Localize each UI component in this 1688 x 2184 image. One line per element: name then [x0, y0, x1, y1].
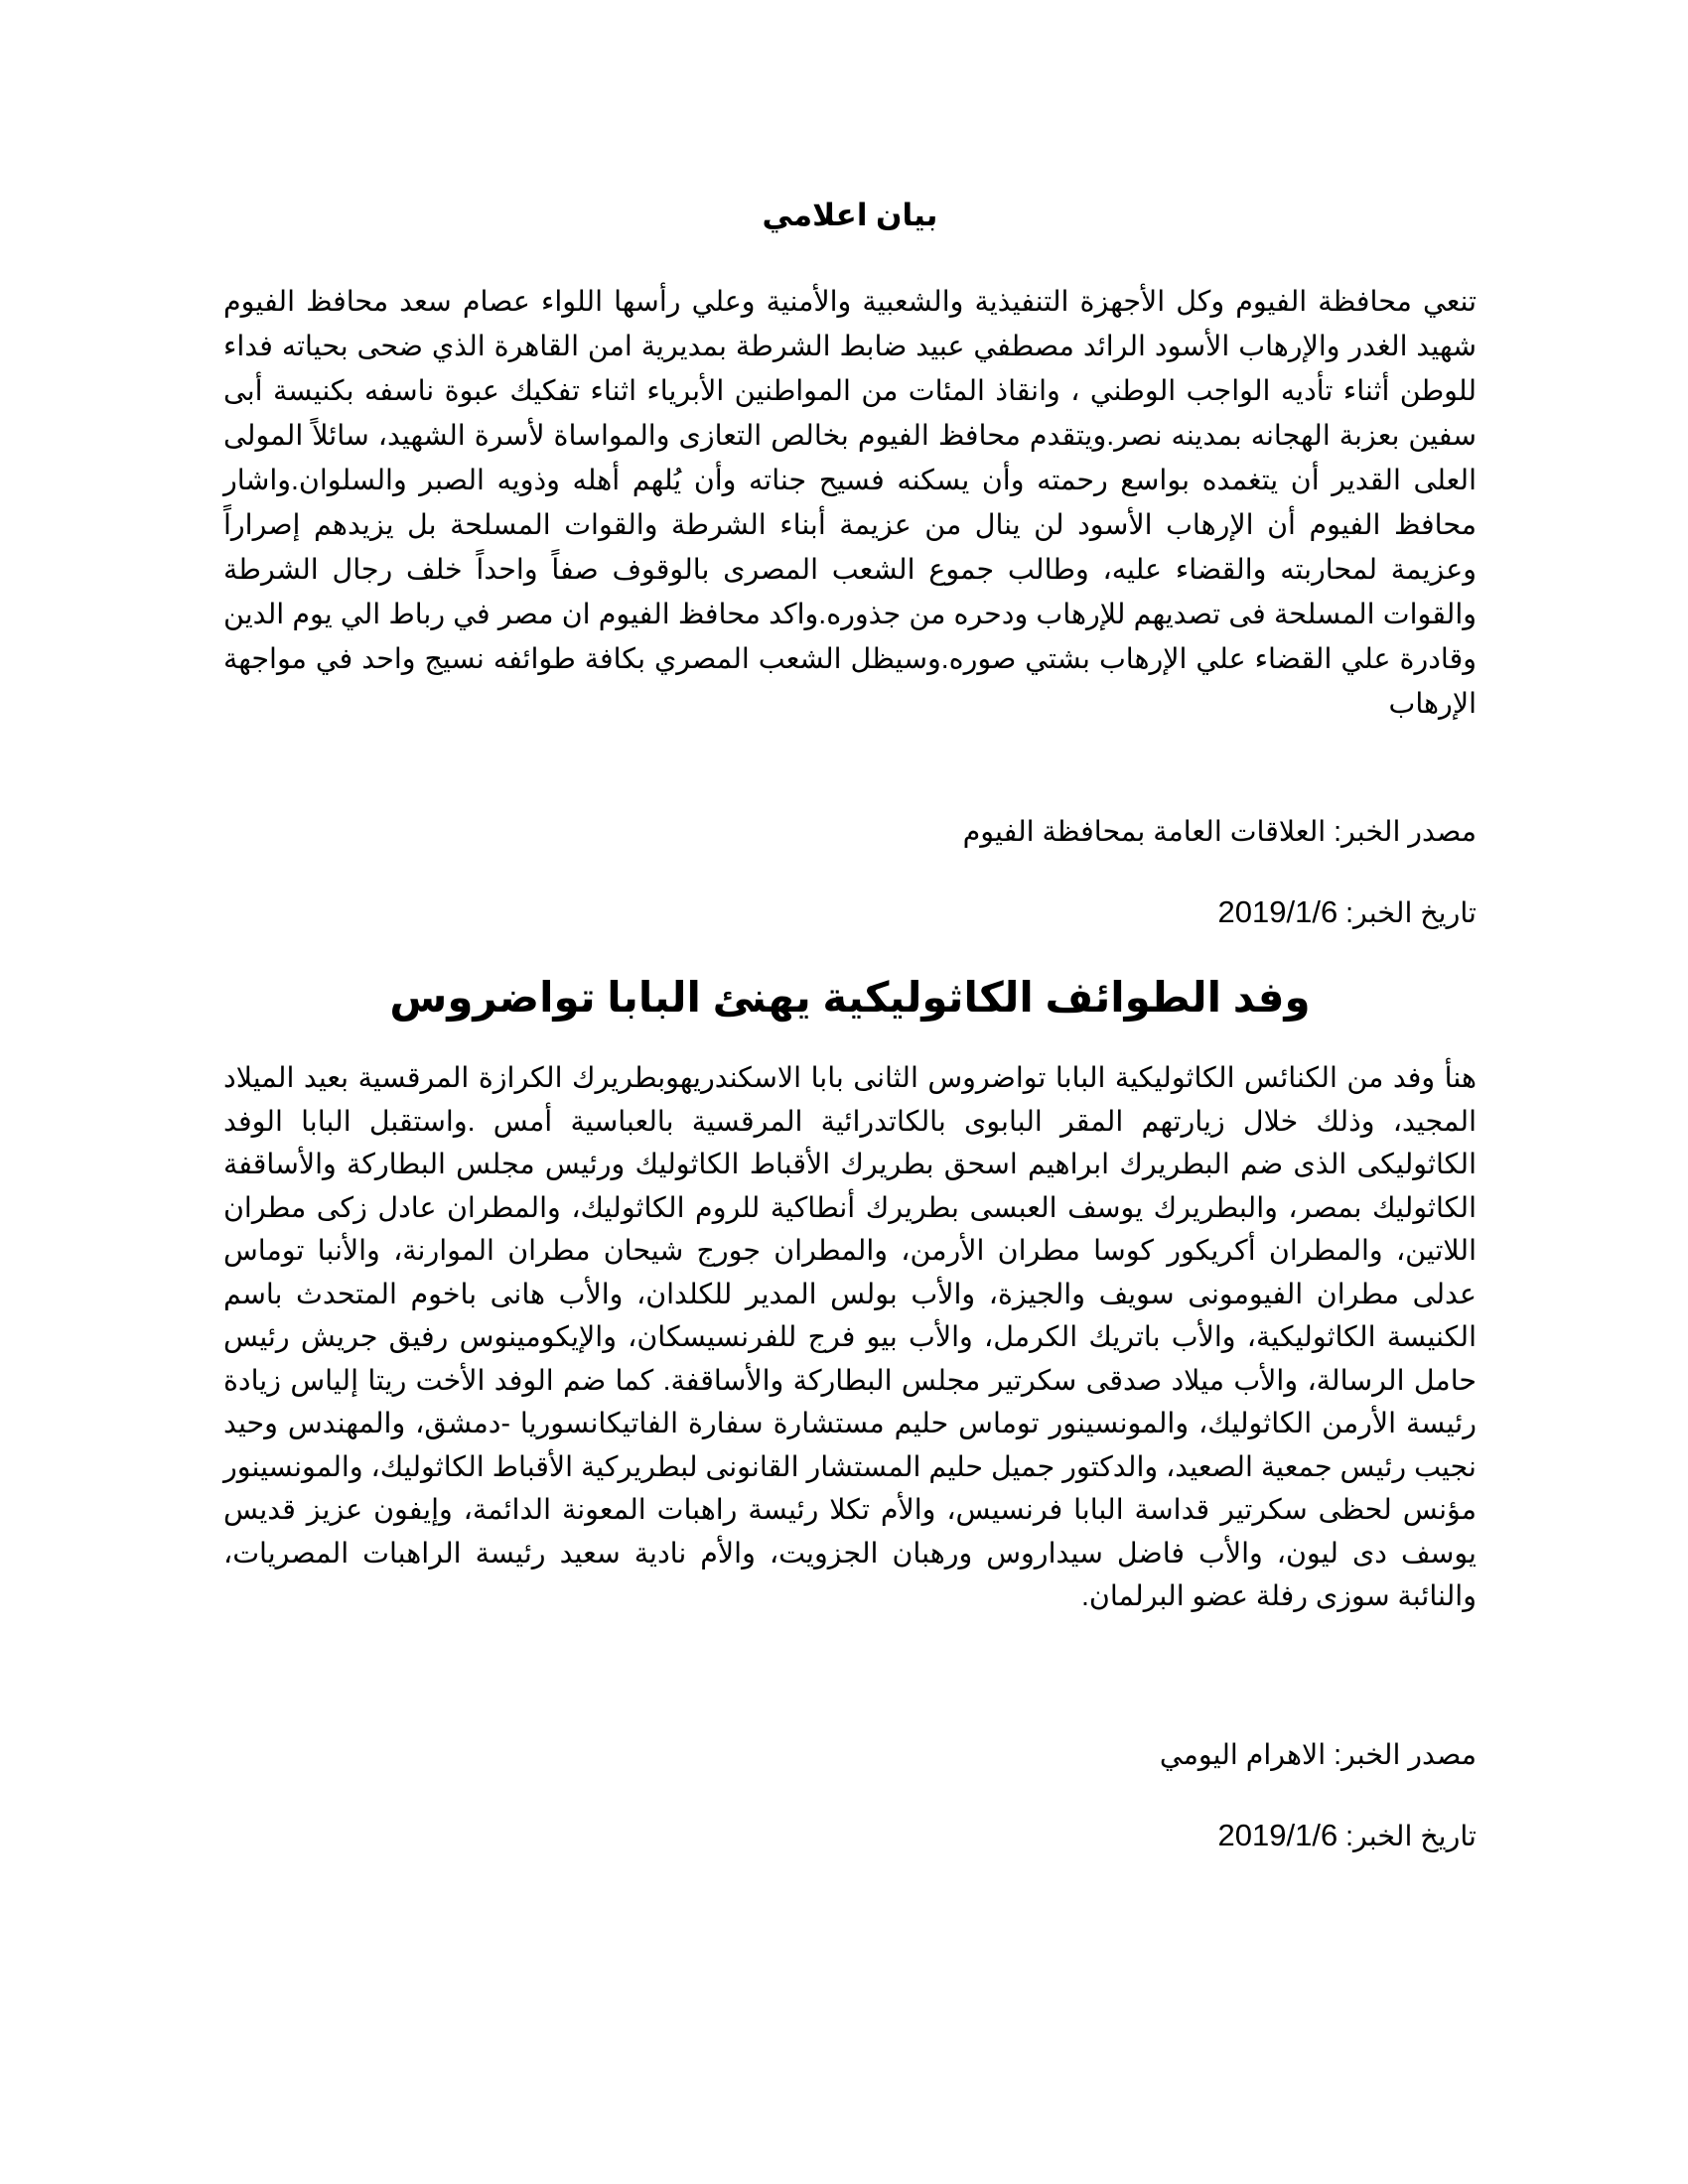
article1-body: تنعي محافظة الفيوم وكل الأجهزة التنفيذية والشعبية والأمنية وعلي رأسها اللواء عصام سعد محافظ الفيوم شهيد الغدر والإرهاب الأسود الرائد مصطفي عبيد ضابط الشرطة بمديرية امن القاهرة الذي ضحى بحياته فداء للوطن أثناء تأديه الواجب الوطني ، وانقاذ المئات من المواطنين الأبرياء اثناء تفكيك عبوة ناسفه بكنيسة أبى سفين بعزبة الهجانه بمدينه نصر.ويتقدم محافظ الفيوم بخالص التعازى والمواساة لأسرة الشهيد، سائلاً المولى العلى القدير أن يتغمده بواسع رحمته وأن يسكنه فسيح جناته وأن يُلهم أهله وذويه الصبر والسلوان.واشار محافظ الفيوم أن الإرهاب الأسود لن ينال من عزيمة أبناء الشرطة والقوات المسلحة بل يزيدهم إصراراً وعزيمة لمحاربته والقضاء عليه، وطالب جموع الشعب المصرى بالوقوف صفاً واحداً خلف رجال الشرطة والقوات المسلحة فى تصديهم للإرهاب ودحره من جذوره.واكد محافظ الفيوم ان مصر في رباط الي يوم الدين وقادرة علي القضاء علي الإرهاب بشتي صوره.وسيظل الشعب المصري بكافة طوائفه نسيج واحد في مواجهة الإرهاب — [223, 286, 1477, 720]
article2-source-value: الاهرام اليومي — [1159, 1739, 1327, 1771]
article2-date-value: 2019/1/6 — [1217, 1818, 1338, 1852]
article1-date-value: 2019/1/6 — [1217, 894, 1338, 929]
article1-source-label: مصدر الخبر: — [1326, 816, 1477, 848]
article2-date-label: تاريخ الخبر: — [1337, 1821, 1477, 1852]
article1-date-line — [223, 892, 1477, 933]
article1-date-label: تاريخ الخبر: — [1337, 897, 1477, 929]
article2-title: وفد الطوائف الكاثوليكية يهنئ البابا تواضروس — [389, 974, 1311, 1021]
article2-source-label: مصدر الخبر: — [1326, 1739, 1477, 1771]
article2-date-line — [223, 1816, 1477, 1856]
article1-source-line — [223, 812, 1477, 852]
article1-title: بيان اعلامي — [762, 198, 938, 232]
article2-body: هنأ وفد من الكنائس الكاثوليكية البابا تواضروس الثانى بابا الاسكندريهوبطريرك الكرازة المرقسية بعيد الميلاد المجيد، وذلك خلال زيارتهم المقر البابوى بالكاتدرائية المرقسية بالعباسية أمس .واستقبل البابا الوفد الكاثوليكى الذى ضم البطريرك ابراهيم اسحق بطريرك الأقباط الكاثوليك ورئيس مجلس البطاركة والأساقفة الكاثوليك بمصر، والبطريرك يوسف العبسى بطريرك أنطاكية للروم الكاثوليك، والمطران عادل زكى مطران اللاتين، والمطران أكريكور كوسا مطران الأرمن، والمطران جورج شيحان مطران الموارنة، والأنبا توماس عدلى مطران الفيومونى سويف والجيزة، والأب بولس المدير للكلدان، والأب هانى باخوم المتحدث باسم الكنيسة الكاثوليكية، والأب باتريك الكرمل، والأب بيو فرج للفرنسيسكان، والإيكومينوس رفيق جريش رئيس حامل الرسالة، والأب ميلاد صدقى سكرتير مجلس البطاركة والأساقفة. كما ضم الوفد الأخت ريتا إلياس زيادة رئيسة الأرمن الكاثوليك، والمونسينور توماس حليم مستشارة سفارة الفاتيكانسوريا -دمشق، والمهندس وحيد نجيب رئيس جمعية الصعيد، والدكتور جميل حليم المستشار القانونى لبطريركية الأقباط الكاثوليك، والمونسينور مؤنس لحظى سكرتير قداسة البابا فرنسيس، والأم تكلا رئيسة راهبات المعونة الدائمة، وإيفون عزيز قديس يوسف دى ليون، والأب فاضل سيداروس ورهبان الجزويت، والأم نادية سعيد رئيسة الراهبات المصريات، والنائبة سوزى رفلة عضو البرلمان. — [223, 1062, 1477, 1612]
article2-source-line — [223, 1735, 1477, 1775]
article1-source-value: العلاقات العامة بمحافظة الفيوم — [962, 816, 1327, 848]
